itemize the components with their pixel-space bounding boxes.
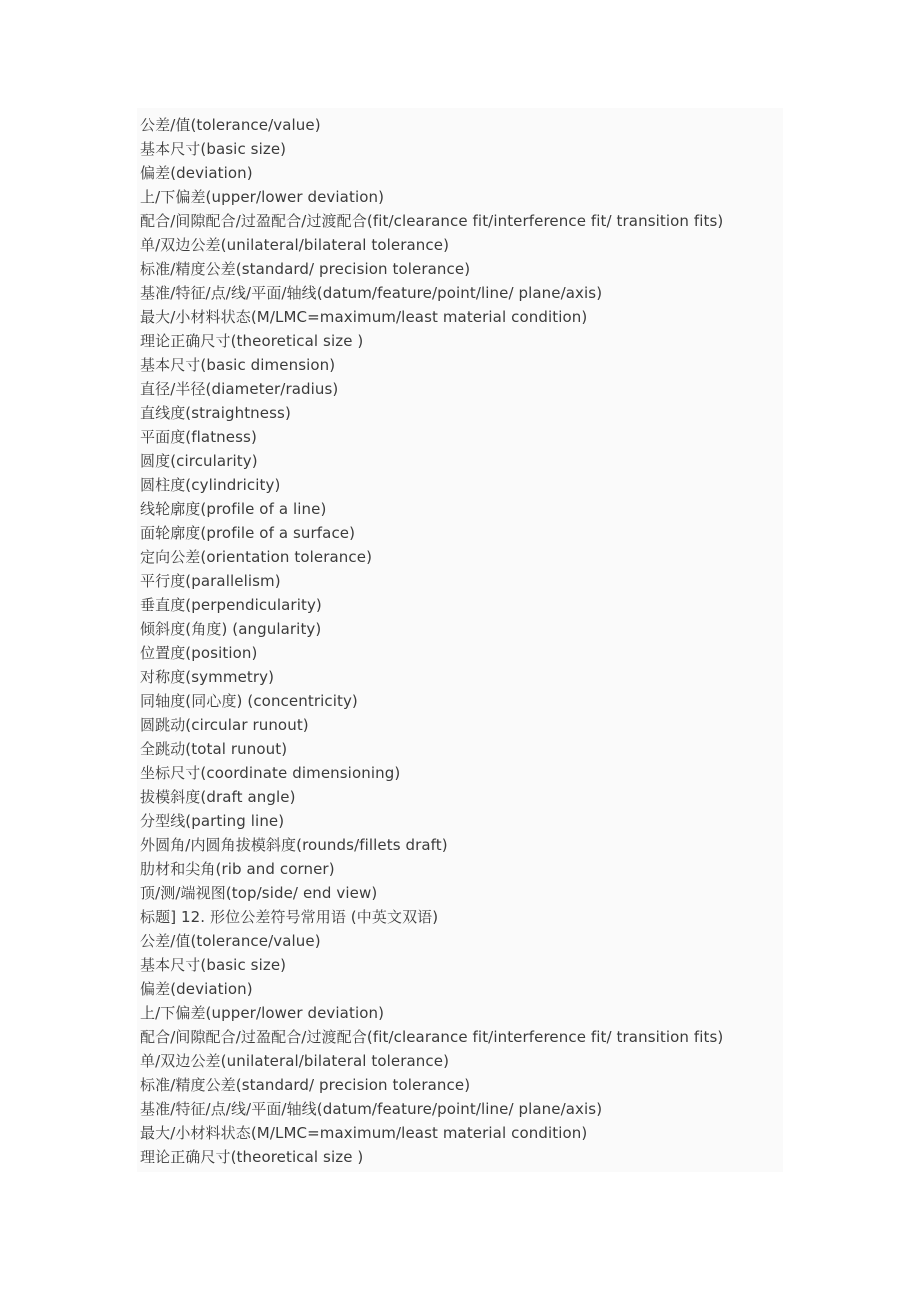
text-line: 拔模斜度(draft angle) [140,788,296,806]
document-text-block [137,108,783,1172]
text-line: 直线度(straightness) [140,404,291,422]
text-line: 基本尺寸(basic dimension) [140,356,336,374]
text-line: 配合/间隙配合/过盈配合/过渡配合(fit/clearance fit/interference fit/ transition fits) [140,212,724,230]
text-line: 外圆角/内圆角拔模斜度(rounds/fillets draft) [140,836,448,854]
text-line: 位置度(position) [140,644,258,662]
text-line: 面轮廓度(profile of a surface) [140,524,356,542]
text-line: 顶/测/端视图(top/side/ end view) [140,884,378,902]
text-line: 上/下偏差(upper/lower deviation) [140,1004,385,1022]
text-line: 标准/精度公差(standard/ precision tolerance) [140,260,471,278]
text-line: 单/双边公差(unilateral/bilateral tolerance) [140,1052,450,1070]
text-line: 线轮廓度(profile of a line) [140,500,327,518]
text-line: 基本尺寸(basic size) [140,956,287,974]
text-line: 上/下偏差(upper/lower deviation) [140,188,385,206]
text-line: 最大/小材料状态(M/LMC=maximum/least material condition) [140,308,588,326]
text-line: 单/双边公差(unilateral/bilateral tolerance) [140,236,450,254]
text-line: 标题] 12. 形位公差符号常用语 (中英文双语) [140,908,439,926]
text-line: 定向公差(orientation tolerance) [140,548,373,566]
text-line: 圆柱度(cylindricity) [140,476,281,494]
text-line: 肋材和尖角(rib and corner) [140,860,335,878]
text-line: 理论正确尺寸(theoretical size ) [140,332,364,350]
text-line: 圆度(circularity) [140,452,258,470]
text-line: 圆跳动(circular runout) [140,716,309,734]
text-line: 基准/特征/点/线/平面/轴线(datum/feature/point/line/ plane/axis) [140,284,603,302]
text-line: 偏差(deviation) [140,980,253,998]
text-line: 标准/精度公差(standard/ precision tolerance) [140,1076,471,1094]
text-line: 最大/小材料状态(M/LMC=maximum/least material condition) [140,1124,588,1142]
text-line: 理论正确尺寸(theoretical size ) [140,1148,364,1166]
text-line: 公差/值(tolerance/value) [140,932,321,950]
text-line: 基本尺寸(basic size) [140,140,287,158]
text-line: 分型线(parting line) [140,812,285,830]
text-line: 平行度(parallelism) [140,572,281,590]
text-line: 垂直度(perpendicularity) [140,596,322,614]
text-line: 对称度(symmetry) [140,668,275,686]
text-line: 同轴度(同心度) (concentricity) [140,692,358,710]
text-line: 公差/值(tolerance/value) [140,116,321,134]
text-line: 配合/间隙配合/过盈配合/过渡配合(fit/clearance fit/interference fit/ transition fits) [140,1028,724,1046]
text-line: 直径/半径(diameter/radius) [140,380,339,398]
text-line: 平面度(flatness) [140,428,257,446]
text-line: 偏差(deviation) [140,164,253,182]
text-line: 倾斜度(角度) (angularity) [140,620,322,638]
text-line: 基准/特征/点/线/平面/轴线(datum/feature/point/line/ plane/axis) [140,1100,603,1118]
text-line: 全跳动(total runout) [140,740,288,758]
text-line: 坐标尺寸(coordinate dimensioning) [140,764,401,782]
